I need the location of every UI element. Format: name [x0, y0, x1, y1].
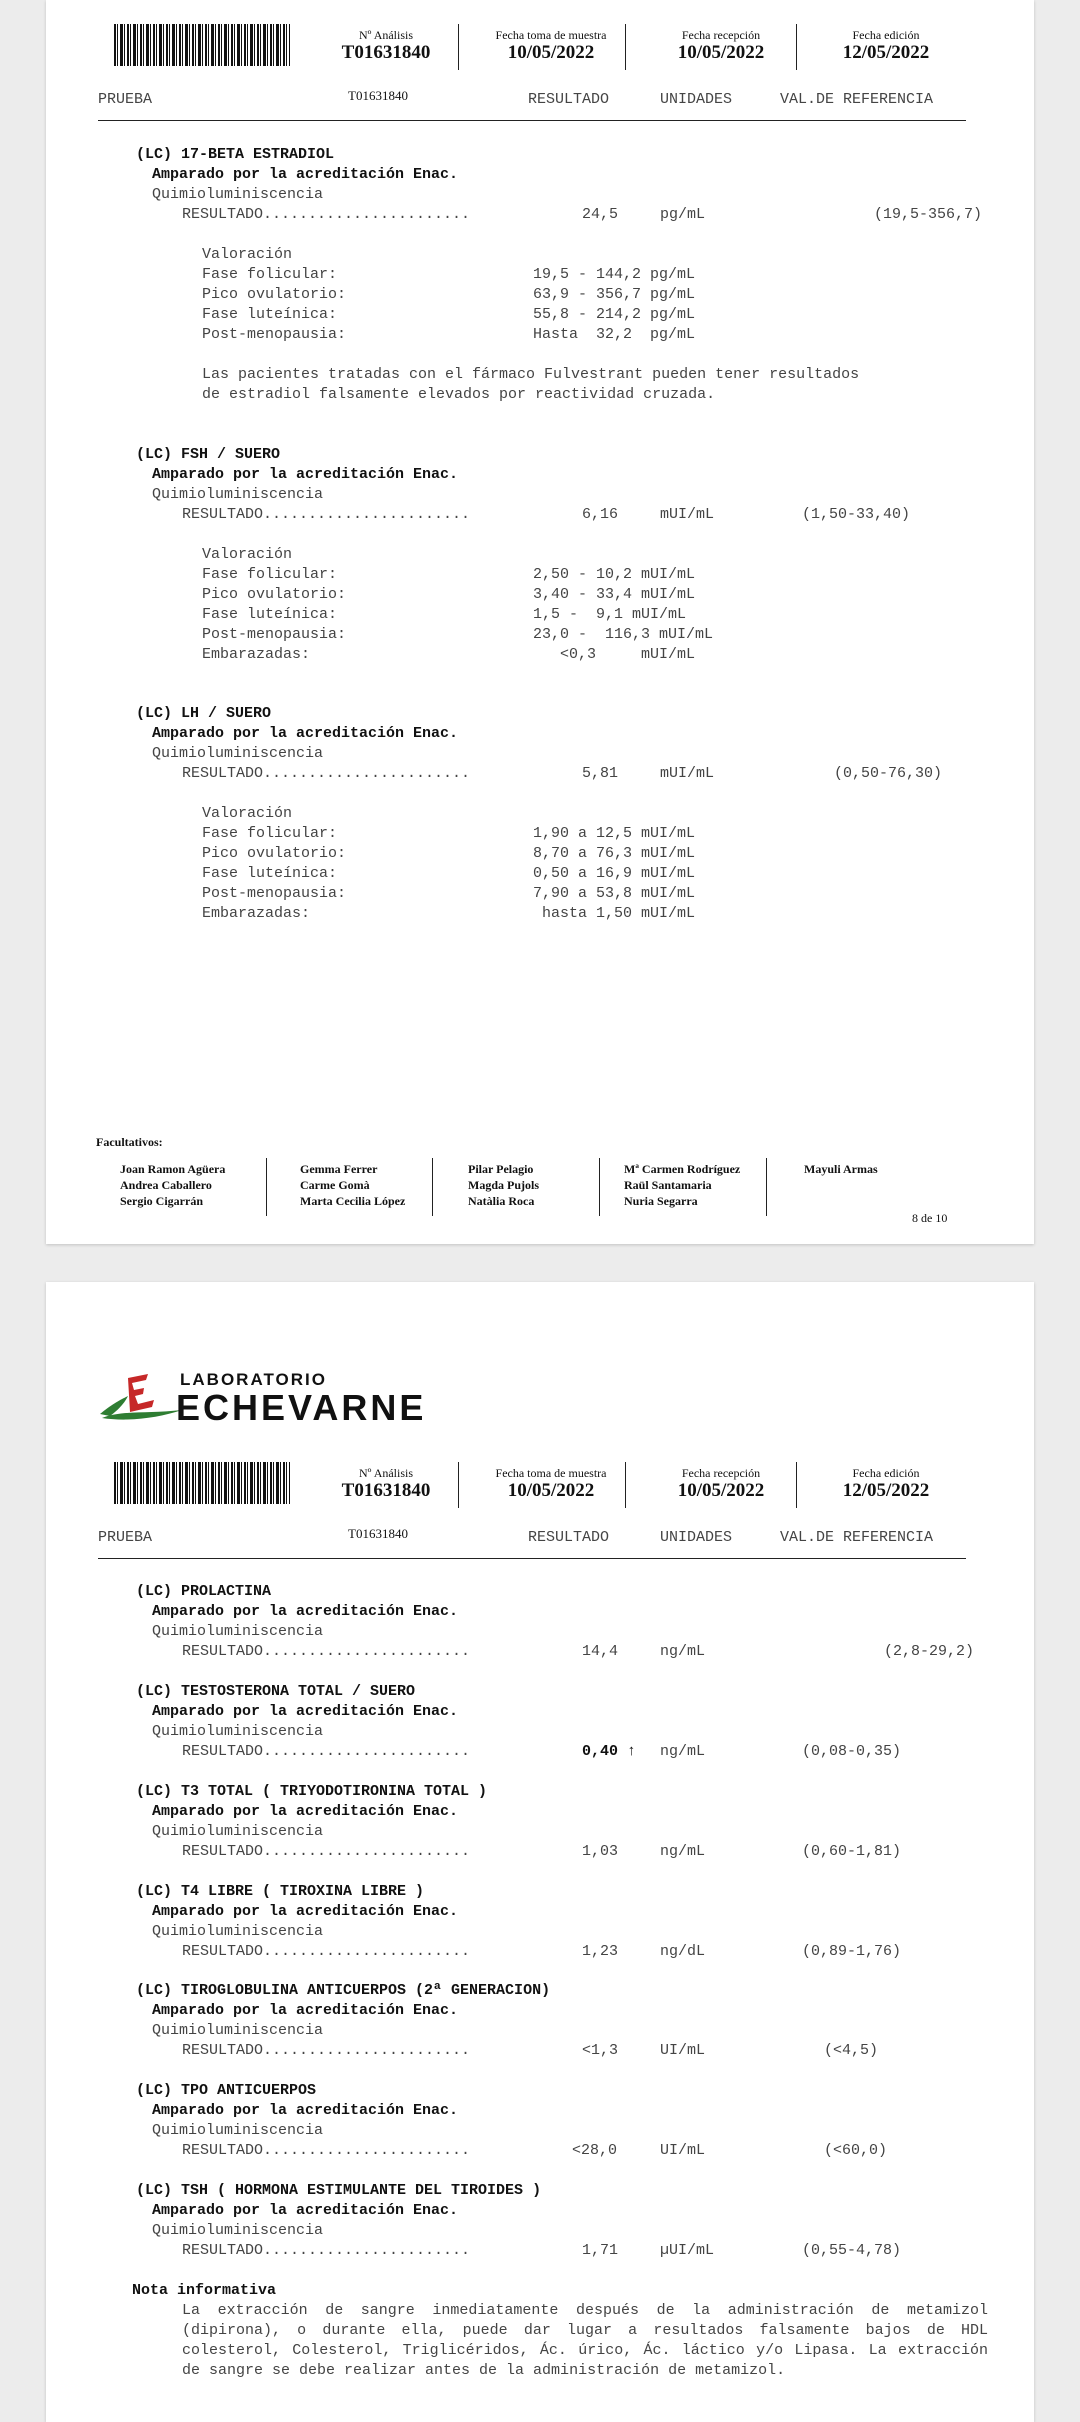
result-value: 5,81 — [582, 765, 619, 782]
result-units: µUI/mL — [660, 2242, 715, 2259]
valoracion-range: 7,90 a 53,8 mUI/mL — [533, 885, 696, 902]
reception-date-label: Fecha recepción — [681, 28, 761, 42]
result-value-high: 0,40 ↑ — [582, 1743, 637, 1760]
method: Quimioluminiscencia — [152, 1923, 324, 1940]
result-label: RESULTADO....................... — [182, 1643, 471, 1660]
reference-range: (2,8-29,2) — [884, 1643, 975, 1660]
result-value: 1,71 — [582, 2242, 619, 2259]
accreditation: Amparado por la acreditación Enac. — [152, 2002, 459, 2019]
method: Quimioluminiscencia — [152, 1823, 324, 1840]
result-value: 24,5 — [582, 206, 619, 223]
divider — [266, 1158, 267, 1216]
result-label: RESULTADO....................... — [182, 206, 471, 223]
doctor-name: Nuria Segarra — [624, 1194, 698, 1208]
column-header-code: T01631840 — [348, 88, 408, 103]
reference-range: (1,50-33,40) — [802, 506, 911, 523]
test-name: (LC) FSH / SUERO — [136, 446, 281, 463]
analysis-number-label: Nº Análisis — [358, 28, 414, 42]
valoracion-range: 55,8 - 214,2 pg/mL — [533, 306, 696, 323]
divider — [625, 1462, 626, 1508]
result-value: 6,16 — [582, 506, 619, 523]
doctor-name: Mª Carmen Rodríguez — [624, 1162, 741, 1176]
valoracion-label: Fase folicular: — [202, 566, 338, 583]
result-label: RESULTADO....................... — [182, 1843, 471, 1860]
test-note-line: Las pacientes tratadas con el fármaco Fulvestrant pueden tener resultados — [202, 366, 860, 383]
valoracion-title: Valoración — [202, 546, 293, 563]
result-label: RESULTADO....................... — [182, 1743, 471, 1760]
valoracion-title: Valoración — [202, 805, 293, 822]
valoracion-label: Embarazadas: — [202, 905, 311, 922]
result-units: UI/mL — [660, 2042, 706, 2059]
valoracion-label: Fase luteínica: — [202, 306, 338, 323]
reception-date: 10/05/2022 — [677, 42, 765, 63]
column-header-test: PRUEBA — [98, 91, 153, 108]
analysis-number-label: Nº Análisis — [358, 1466, 414, 1480]
method: Quimioluminiscencia — [152, 1723, 324, 1740]
result-label: RESULTADO....................... — [182, 2042, 471, 2059]
valoracion-range: 23,0 - 116,3 mUI/mL — [533, 626, 714, 643]
valoracion-range: 1,5 - 9,1 mUI/mL — [533, 606, 687, 623]
sample-date-label: Fecha toma de muestra — [495, 1466, 607, 1480]
divider — [458, 1462, 459, 1508]
doctor-name: Natàlia Roca — [468, 1194, 535, 1208]
valoracion-range: 2,50 - 10,2 mUI/mL — [533, 566, 696, 583]
result-value: 1,23 — [582, 1943, 619, 1960]
result-label: RESULTADO....................... — [182, 765, 471, 782]
result-label: RESULTADO....................... — [182, 2242, 471, 2259]
valoracion-label: Pico ovulatorio: — [202, 286, 347, 303]
result-units: ng/mL — [660, 1743, 706, 1760]
valoracion-label: Fase luteínica: — [202, 865, 338, 882]
result-units: ng/dL — [660, 1943, 706, 1960]
reference-range: (<60,0) — [824, 2142, 888, 2159]
barcode — [114, 24, 290, 66]
logo-text-big: ECHEVARNE — [176, 1387, 427, 1428]
test-name: (LC) PROLACTINA — [136, 1583, 272, 1600]
accreditation: Amparado por la acreditación Enac. — [152, 1603, 459, 1620]
result-units: ng/mL — [660, 1843, 706, 1860]
valoracion-title: Valoración — [202, 246, 293, 263]
method: Quimioluminiscencia — [152, 745, 324, 762]
doctor-name: Pilar Pelagio — [468, 1162, 534, 1176]
column-header-result: RESULTADO — [528, 1529, 610, 1546]
valoracion-range: hasta 1,50 mUI/mL — [533, 905, 696, 922]
test-name: (LC) 17-BETA ESTRADIOL — [136, 146, 335, 163]
valoracion-range: Hasta 32,2 pg/mL — [533, 326, 696, 343]
doctor-name: Mayuli Armas — [804, 1162, 878, 1176]
reference-range: (19,5-356,7) — [874, 206, 983, 223]
sample-date-label: Fecha toma de muestra — [495, 28, 607, 42]
column-header-units: UNIDADES — [660, 1529, 733, 1546]
method: Quimioluminiscencia — [152, 2122, 324, 2139]
valoracion-range: <0,3 mUI/mL — [533, 646, 696, 663]
reference-range: (0,55-4,78) — [802, 2242, 902, 2259]
divider — [796, 24, 797, 70]
note-text: La extracción de sangre inmediatamente después de la administración de metamizol (dipirona), o durante ella, puede dar lugar a resultados falsamente bajos de HDL colesterol, Colesterol, Triglicéridos, Ác. úrico, Ác. láctico y/o Lipasa. La extracción de sangre se debe realizar antes de la administración de metamizol. — [182, 2302, 988, 2379]
doctor-name: Gemma Ferrer — [300, 1162, 378, 1176]
doctor-name: Raül Santamaria — [624, 1178, 712, 1192]
column-header-reference: VAL.DE REFERENCIA — [780, 1529, 934, 1546]
valoracion-range: 63,9 - 356,7 pg/mL — [533, 286, 696, 303]
valoracion-label: Post-menopausia: — [202, 626, 347, 643]
divider — [625, 24, 626, 70]
valoracion-label: Fase folicular: — [202, 266, 338, 283]
result-label: RESULTADO....................... — [182, 2142, 471, 2159]
valoracion-range: 3,40 - 33,4 mUI/mL — [533, 586, 696, 603]
accreditation: Amparado por la acreditación Enac. — [152, 1903, 459, 1920]
doctor-name: Carme Gomà — [300, 1178, 370, 1192]
reference-range: (0,08-0,35) — [802, 1743, 902, 1760]
barcode — [114, 1462, 290, 1504]
reference-range: (<4,5) — [824, 2042, 879, 2059]
test-name: (LC) TIROGLOBULINA ANTICUERPOS (2ª GENERACION) — [136, 1982, 551, 1999]
doctor-name: Joan Ramon Agüera — [120, 1162, 226, 1176]
valoracion-label: Pico ovulatorio: — [202, 845, 347, 862]
accreditation: Amparado por la acreditación Enac. — [152, 166, 459, 183]
test-name: (LC) LH / SUERO — [136, 705, 272, 722]
header-rule — [98, 120, 966, 121]
result-units: mUI/mL — [660, 506, 715, 523]
facultativos-label: Facultativos: — [96, 1135, 163, 1149]
result-value: <28,0 — [572, 2142, 618, 2159]
test-name: (LC) TPO ANTICUERPOS — [136, 2082, 317, 2099]
page-number: 8 de 10 — [912, 1211, 948, 1225]
accreditation: Amparado por la acreditación Enac. — [152, 1703, 459, 1720]
column-header-result: RESULTADO — [528, 91, 610, 108]
test-name: (LC) T3 TOTAL ( TRIYODOTIRONINA TOTAL ) — [136, 1783, 488, 1800]
valoracion-range: 19,5 - 144,2 pg/mL — [533, 266, 696, 283]
accreditation: Amparado por la acreditación Enac. — [152, 2202, 459, 2219]
edition-date-label: Fecha edición — [852, 1466, 920, 1480]
sample-date: 10/05/2022 — [507, 42, 595, 63]
divider — [432, 1158, 433, 1216]
analysis-number: T01631840 — [341, 42, 431, 63]
accreditation: Amparado por la acreditación Enac. — [152, 466, 459, 483]
valoracion-label: Post-menopausia: — [202, 885, 347, 902]
report-page-9 — [46, 1282, 1034, 2422]
reception-date-label: Fecha recepción — [681, 1466, 761, 1480]
edition-date: 12/05/2022 — [842, 1480, 930, 1501]
report-page-8 — [46, 0, 1034, 1244]
divider — [599, 1158, 600, 1216]
divider — [458, 24, 459, 70]
valoracion-range: 0,50 a 16,9 mUI/mL — [533, 865, 696, 882]
method: Quimioluminiscencia — [152, 1623, 324, 1640]
result-value: <1,3 — [582, 2042, 619, 2059]
column-header-test: PRUEBA — [98, 1529, 153, 1546]
lab-logo-icon — [98, 1370, 184, 1422]
column-header-code: T01631840 — [348, 1526, 408, 1541]
test-name: (LC) T4 LIBRE ( TIROXINA LIBRE ) — [136, 1883, 425, 1900]
edition-date: 12/05/2022 — [842, 42, 930, 63]
result-units: mUI/mL — [660, 765, 715, 782]
column-header-reference: VAL.DE REFERENCIA — [780, 91, 934, 108]
reference-range: (0,50-76,30) — [834, 765, 943, 782]
valoracion-range: 8,70 a 76,3 mUI/mL — [533, 845, 696, 862]
valoracion-label: Fase luteínica: — [202, 606, 338, 623]
doctor-name: Marta Cecilia López — [300, 1194, 406, 1208]
method: Quimioluminiscencia — [152, 2222, 324, 2239]
valoracion-label: Embarazadas: — [202, 646, 311, 663]
result-label: RESULTADO....................... — [182, 1943, 471, 1960]
divider — [796, 1462, 797, 1508]
result-label: RESULTADO....................... — [182, 506, 471, 523]
header-rule — [98, 1558, 966, 1559]
accreditation: Amparado por la acreditación Enac. — [152, 725, 459, 742]
valoracion-label: Fase folicular: — [202, 825, 338, 842]
analysis-number: T01631840 — [341, 1480, 431, 1501]
valoracion-range: 1,90 a 12,5 mUI/mL — [533, 825, 696, 842]
sample-date: 10/05/2022 — [507, 1480, 595, 1501]
valoracion-label: Pico ovulatorio: — [202, 586, 347, 603]
valoracion-label: Post-menopausia: — [202, 326, 347, 343]
reference-range: (0,89-1,76) — [802, 1943, 902, 1960]
result-units: UI/mL — [660, 2142, 706, 2159]
method: Quimioluminiscencia — [152, 186, 324, 203]
result-units: ng/mL — [660, 1643, 706, 1660]
method: Quimioluminiscencia — [152, 2022, 324, 2039]
reception-date: 10/05/2022 — [677, 1480, 765, 1501]
note-title: Nota informativa — [132, 2282, 277, 2299]
divider — [766, 1158, 767, 1216]
doctor-name: Sergio Cigarrán — [120, 1194, 203, 1208]
doctor-name: Andrea Caballero — [120, 1178, 212, 1192]
result-units: pg/mL — [660, 206, 706, 223]
edition-date-label: Fecha edición — [852, 28, 920, 42]
result-value: 14,4 — [582, 1643, 619, 1660]
test-note-line: de estradiol falsamente elevados por reactividad cruzada. — [202, 386, 716, 403]
logo-text-small: LABORATORIO — [180, 1370, 327, 1389]
doctor-name: Magda Pujols — [468, 1178, 540, 1192]
method: Quimioluminiscencia — [152, 486, 324, 503]
test-name: (LC) TESTOSTERONA TOTAL / SUERO — [136, 1683, 416, 1700]
result-value: 1,03 — [582, 1843, 619, 1860]
accreditation: Amparado por la acreditación Enac. — [152, 2102, 459, 2119]
test-name: (LC) TSH ( HORMONA ESTIMULANTE DEL TIROIDES ) — [136, 2182, 542, 2199]
accreditation: Amparado por la acreditación Enac. — [152, 1803, 459, 1820]
column-header-units: UNIDADES — [660, 91, 733, 108]
reference-range: (0,60-1,81) — [802, 1843, 902, 1860]
